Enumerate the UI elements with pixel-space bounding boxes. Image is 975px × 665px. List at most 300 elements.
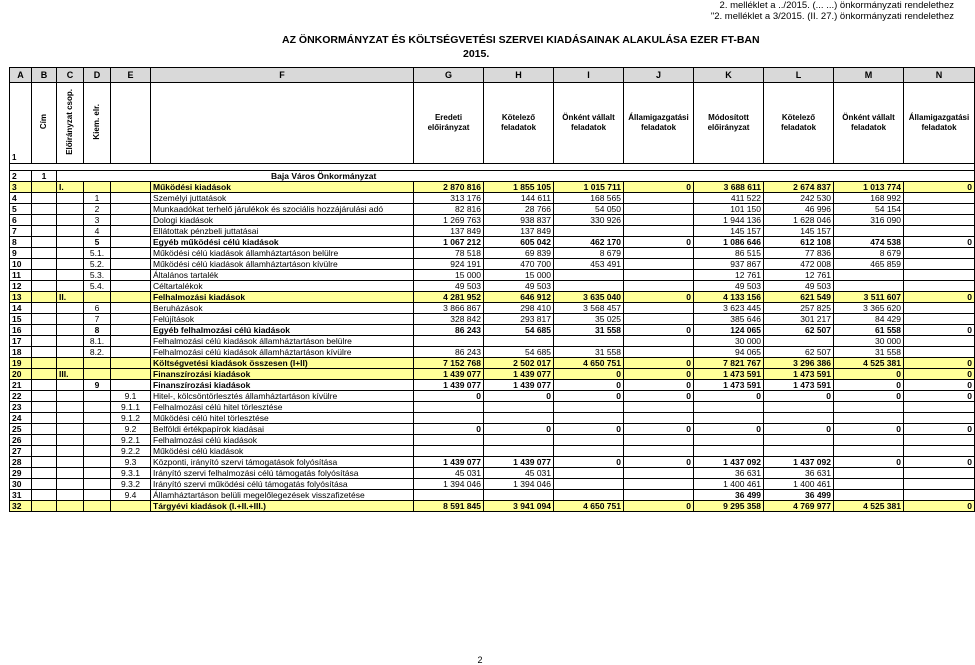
kiem-elr-cell: 9	[84, 380, 111, 391]
value-modositott: 1 086 646	[694, 237, 764, 248]
eloiranyzat-csop-cell	[57, 270, 84, 281]
item-name: Dologi kiadások	[151, 215, 414, 226]
eloiranyzat-csop-cell	[57, 402, 84, 413]
value-kotelezo-2: 1 628 046	[764, 215, 834, 226]
item-name: Ellátottak pénzbeli juttatásai	[151, 226, 414, 237]
value-allamigazgatasi-2	[904, 468, 975, 479]
value-kotelezo: 3 941 094	[484, 501, 554, 512]
value-kotelezo-2	[764, 402, 834, 413]
value-kotelezo-2: 145 157	[764, 226, 834, 237]
eloiranyzat-csop-cell	[57, 446, 84, 457]
sub-elr-cell: 9.3	[111, 457, 151, 468]
item-name: Általános tartalék	[151, 270, 414, 281]
value-allamigazgatasi-2	[904, 479, 975, 490]
table-row	[10, 358, 975, 369]
reference-line-2: "2. melléklet a 3/2015. (II. 27.) önkormányzati rendelethez	[710, 11, 954, 22]
eloiranyzat-csop-cell	[57, 468, 84, 479]
value-allamigazgatasi-2	[904, 303, 975, 314]
sub-elr-cell: 9.1.2	[111, 413, 151, 424]
value-onkent: 35 025	[554, 314, 624, 325]
value-kotelezo-2: 62 507	[764, 347, 834, 358]
item-name: Tárgyévi kiadások (I.+II.+III.)	[151, 501, 414, 512]
value-modositott	[694, 413, 764, 424]
cim-cell	[32, 391, 57, 402]
value-allamigazgatasi	[624, 490, 694, 501]
table-row	[10, 446, 975, 457]
table-row	[10, 402, 975, 413]
value-eredeti: 45 031	[414, 468, 484, 479]
item-name: Működési célú hitel törlesztése	[151, 413, 414, 424]
kiem-elr-cell	[84, 413, 111, 424]
eloiranyzat-csop-cell	[57, 380, 84, 391]
kiem-elr-cell: 8	[84, 325, 111, 336]
value-allamigazgatasi-2	[904, 336, 975, 347]
value-onkent-2: 61 558	[834, 325, 904, 336]
sub-elr-cell	[111, 303, 151, 314]
value-onkent-2	[834, 435, 904, 446]
cim-cell	[32, 292, 57, 303]
value-onkent-2: 30 000	[834, 336, 904, 347]
reference-header	[711, 0, 954, 22]
document-year: 2015.	[463, 48, 490, 60]
value-kotelezo-2: 3 296 386	[764, 358, 834, 369]
cim-cell: 1	[32, 171, 57, 182]
value-allamigazgatasi	[624, 226, 694, 237]
cim-cell	[32, 336, 57, 347]
cim-cell	[32, 479, 57, 490]
value-eredeti: 328 842	[414, 314, 484, 325]
value-eredeti	[414, 490, 484, 501]
sub-elr-cell: 9.4	[111, 490, 151, 501]
value-onkent	[554, 402, 624, 413]
cim-cell	[32, 182, 57, 193]
value-onkent-2: 1 013 774	[834, 182, 904, 193]
value-eredeti: 3 866 867	[414, 303, 484, 314]
page-number: 2	[477, 655, 483, 665]
col-letter: I	[554, 68, 624, 83]
eloiranyzat-csop-cell	[57, 490, 84, 501]
table-row	[10, 501, 975, 512]
value-modositott: 937 867	[694, 259, 764, 270]
value-kotelezo	[484, 413, 554, 424]
table-row	[10, 303, 975, 314]
table-row	[10, 237, 975, 248]
eloiranyzat-csop-cell: III.	[57, 369, 84, 380]
value-kotelezo: 45 031	[484, 468, 554, 479]
cim-cell	[32, 325, 57, 336]
value-allamigazgatasi: 0	[624, 237, 694, 248]
value-onkent: 0	[554, 391, 624, 402]
value-allamigazgatasi	[624, 248, 694, 259]
sub-elr-cell	[111, 204, 151, 215]
value-eredeti: 924 191	[414, 259, 484, 270]
value-kotelezo-2: 4 769 977	[764, 501, 834, 512]
value-kotelezo: 54 685	[484, 325, 554, 336]
table-row	[10, 479, 975, 490]
col-letter: K	[694, 68, 764, 83]
value-allamigazgatasi-2: 0	[904, 501, 975, 512]
row-number: 24	[10, 413, 32, 424]
sub-elr-cell: 9.1.1	[111, 402, 151, 413]
header-onkent-vallalt-2: Önként vállalt feladatok	[834, 83, 904, 164]
value-onkent-2: 0	[834, 424, 904, 435]
value-eredeti	[414, 336, 484, 347]
value-modositott: 1 944 136	[694, 215, 764, 226]
cim-cell	[32, 358, 57, 369]
value-kotelezo-2: 472 008	[764, 259, 834, 270]
eloiranyzat-csop-cell	[57, 193, 84, 204]
value-kotelezo: 15 000	[484, 270, 554, 281]
item-name: Finanszírozási kiadások	[151, 380, 414, 391]
row-number: 28	[10, 457, 32, 468]
value-allamigazgatasi-2	[904, 281, 975, 292]
value-kotelezo-2	[764, 446, 834, 457]
sub-elr-cell	[111, 215, 151, 226]
sub-elr-cell	[111, 380, 151, 391]
col-letter: G	[414, 68, 484, 83]
kiem-elr-cell	[84, 358, 111, 369]
value-kotelezo	[484, 336, 554, 347]
value-onkent	[554, 270, 624, 281]
value-modositott: 145 157	[694, 226, 764, 237]
value-allamigazgatasi-2	[904, 446, 975, 457]
col-letter: A	[10, 68, 32, 83]
value-eredeti: 1 439 077	[414, 369, 484, 380]
kiem-elr-cell	[84, 446, 111, 457]
kiem-elr-cell	[84, 468, 111, 479]
value-onkent: 0	[554, 457, 624, 468]
sub-elr-cell	[111, 336, 151, 347]
value-allamigazgatasi-2: 0	[904, 457, 975, 468]
value-kotelezo-2: 612 108	[764, 237, 834, 248]
row-number: 32	[10, 501, 32, 512]
value-kotelezo: 137 849	[484, 226, 554, 237]
value-allamigazgatasi: 0	[624, 501, 694, 512]
value-kotelezo	[484, 435, 554, 446]
sub-elr-cell	[111, 237, 151, 248]
cim-cell	[32, 468, 57, 479]
kiem-elr-cell	[84, 479, 111, 490]
item-name: Központi, irányító szervi támogatások folyósítása	[151, 457, 414, 468]
value-onkent: 330 926	[554, 215, 624, 226]
sub-elr-cell	[111, 193, 151, 204]
cim-cell	[32, 215, 57, 226]
row-number: 7	[10, 226, 32, 237]
kiem-elr-cell: 5.4.	[84, 281, 111, 292]
eloiranyzat-csop-cell	[57, 204, 84, 215]
value-kotelezo: 0	[484, 391, 554, 402]
cim-cell	[32, 380, 57, 391]
cim-cell	[32, 457, 57, 468]
value-allamigazgatasi	[624, 468, 694, 479]
kiem-elr-cell: 1	[84, 193, 111, 204]
value-kotelezo-2: 36 631	[764, 468, 834, 479]
value-eredeti: 78 518	[414, 248, 484, 259]
value-onkent-2: 465 859	[834, 259, 904, 270]
item-name: Működési célú kiadások államháztartáson kívülre	[151, 259, 414, 270]
value-modositott: 4 133 156	[694, 292, 764, 303]
value-modositott: 0	[694, 424, 764, 435]
value-kotelezo	[484, 446, 554, 457]
item-name: Felhalmozási kiadások	[151, 292, 414, 303]
value-onkent: 168 565	[554, 193, 624, 204]
table-row	[10, 490, 975, 501]
value-eredeti: 1 067 212	[414, 237, 484, 248]
sub-elr-cell: 9.3.2	[111, 479, 151, 490]
eloiranyzat-csop-cell	[57, 479, 84, 490]
item-name: Hitel-, kölcsöntörlesztés államháztartáson kívülre	[151, 391, 414, 402]
eloiranyzat-csop-cell	[57, 215, 84, 226]
value-kotelezo: 1 439 077	[484, 380, 554, 391]
value-kotelezo: 0	[484, 424, 554, 435]
value-eredeti: 82 816	[414, 204, 484, 215]
row-number: 4	[10, 193, 32, 204]
col-letter: C	[57, 68, 84, 83]
value-onkent: 4 650 751	[554, 501, 624, 512]
item-name: Államháztartáson belüli megelőlegezések visszafizetése	[151, 490, 414, 501]
value-kotelezo-2	[764, 336, 834, 347]
item-name: Személyi juttatások	[151, 193, 414, 204]
col-letter: M	[834, 68, 904, 83]
value-modositott: 1 400 461	[694, 479, 764, 490]
kiem-elr-cell	[84, 391, 111, 402]
value-modositott: 385 646	[694, 314, 764, 325]
header-eredeti-eloiranyzat: Eredeti előirányzat	[414, 83, 484, 164]
item-name: Belföldi értékpapírok kiadásai	[151, 424, 414, 435]
kiem-elr-cell	[84, 182, 111, 193]
row-number: 12	[10, 281, 32, 292]
value-kotelezo-2: 0	[764, 424, 834, 435]
value-allamigazgatasi	[624, 193, 694, 204]
sub-elr-cell: 9.3.1	[111, 468, 151, 479]
value-eredeti: 7 152 768	[414, 358, 484, 369]
eloiranyzat-csop-cell	[57, 358, 84, 369]
value-modositott: 12 761	[694, 270, 764, 281]
value-onkent: 3 635 040	[554, 292, 624, 303]
value-allamigazgatasi	[624, 215, 694, 226]
cim-cell	[32, 314, 57, 325]
value-allamigazgatasi-2	[904, 270, 975, 281]
table-row	[10, 336, 975, 347]
cim-cell	[32, 259, 57, 270]
value-allamigazgatasi-2	[904, 226, 975, 237]
value-kotelezo-2: 77 836	[764, 248, 834, 259]
sub-elr-cell	[111, 270, 151, 281]
item-name: Felhalmozási célú hitel törlesztése	[151, 402, 414, 413]
document-title: AZ ÖNKORMÁNYZAT ÉS KÖLTSÉGVETÉSI SZERVEI KIADÁSAINAK ALAKULÁSA EZER FT-BAN	[282, 34, 760, 46]
value-allamigazgatasi	[624, 479, 694, 490]
header-eloiranyzat-csop: Előirányzat csop.	[57, 83, 84, 164]
value-onkent-2	[834, 270, 904, 281]
cim-cell	[32, 435, 57, 446]
value-onkent-2	[834, 226, 904, 237]
value-allamigazgatasi-2: 0	[904, 292, 975, 303]
col-letter: F	[151, 68, 414, 83]
table-row	[10, 435, 975, 446]
row-number: 19	[10, 358, 32, 369]
value-onkent-2: 31 558	[834, 347, 904, 358]
value-kotelezo: 1 855 105	[484, 182, 554, 193]
table-row	[10, 457, 975, 468]
value-allamigazgatasi-2	[904, 248, 975, 259]
eloiranyzat-csop-cell	[57, 424, 84, 435]
value-onkent-2: 168 992	[834, 193, 904, 204]
kiem-elr-cell: 7	[84, 314, 111, 325]
value-allamigazgatasi: 0	[624, 358, 694, 369]
value-modositott: 36 499	[694, 490, 764, 501]
value-onkent-2: 316 090	[834, 215, 904, 226]
value-eredeti: 0	[414, 424, 484, 435]
kiem-elr-cell: 8.1.	[84, 336, 111, 347]
value-allamigazgatasi	[624, 413, 694, 424]
eloiranyzat-csop-cell	[57, 303, 84, 314]
value-allamigazgatasi-2: 0	[904, 237, 975, 248]
row-number: 13	[10, 292, 32, 303]
value-onkent: 8 679	[554, 248, 624, 259]
sub-elr-cell	[111, 259, 151, 270]
row-number: 15	[10, 314, 32, 325]
value-onkent: 1 015 711	[554, 182, 624, 193]
value-kotelezo	[484, 490, 554, 501]
row-number: 18	[10, 347, 32, 358]
value-onkent: 453 491	[554, 259, 624, 270]
value-allamigazgatasi	[624, 336, 694, 347]
value-onkent-2: 474 538	[834, 237, 904, 248]
item-name: Irányító szervi működési célú támogatás folyósítása	[151, 479, 414, 490]
value-kotelezo: 646 912	[484, 292, 554, 303]
sub-elr-cell: 9.2.2	[111, 446, 151, 457]
kiem-elr-cell	[84, 490, 111, 501]
cim-cell	[32, 237, 57, 248]
value-kotelezo-2: 621 549	[764, 292, 834, 303]
value-onkent	[554, 468, 624, 479]
header-onkent-vallalt: Önként vállalt feladatok	[554, 83, 624, 164]
value-kotelezo-2: 49 503	[764, 281, 834, 292]
kiem-elr-cell: 5.1.	[84, 248, 111, 259]
value-allamigazgatasi-2	[904, 259, 975, 270]
value-eredeti	[414, 413, 484, 424]
value-eredeti: 0	[414, 391, 484, 402]
value-eredeti: 86 243	[414, 347, 484, 358]
value-modositott: 30 000	[694, 336, 764, 347]
value-onkent-2: 0	[834, 369, 904, 380]
cim-cell	[32, 402, 57, 413]
value-onkent-2	[834, 281, 904, 292]
value-kotelezo-2: 242 530	[764, 193, 834, 204]
row-number: 31	[10, 490, 32, 501]
table-row	[10, 380, 975, 391]
value-kotelezo: 293 817	[484, 314, 554, 325]
eloiranyzat-csop-cell	[57, 413, 84, 424]
kiem-elr-cell	[84, 435, 111, 446]
value-modositott	[694, 402, 764, 413]
table-row	[10, 391, 975, 402]
row-number: 21	[10, 380, 32, 391]
header-kotelezo-feladatok: Kötelező feladatok	[484, 83, 554, 164]
value-kotelezo: 69 839	[484, 248, 554, 259]
value-allamigazgatasi: 0	[624, 380, 694, 391]
value-allamigazgatasi	[624, 347, 694, 358]
value-eredeti: 1 439 077	[414, 380, 484, 391]
value-kotelezo: 54 685	[484, 347, 554, 358]
cim-cell	[32, 248, 57, 259]
kiem-elr-cell	[84, 424, 111, 435]
value-onkent: 54 050	[554, 204, 624, 215]
value-modositott: 1 473 591	[694, 369, 764, 380]
item-name: Finanszírozási kiadások	[151, 369, 414, 380]
value-kotelezo-2: 1 400 461	[764, 479, 834, 490]
value-allamigazgatasi-2	[904, 193, 975, 204]
kiem-elr-cell: 8.2.	[84, 347, 111, 358]
value-allamigazgatasi: 0	[624, 325, 694, 336]
kiem-elr-cell	[84, 369, 111, 380]
value-kotelezo: 1 439 077	[484, 457, 554, 468]
value-modositott: 1 437 092	[694, 457, 764, 468]
sub-elr-cell	[111, 358, 151, 369]
value-allamigazgatasi	[624, 259, 694, 270]
value-eredeti: 313 176	[414, 193, 484, 204]
value-onkent-2	[834, 413, 904, 424]
value-allamigazgatasi	[624, 446, 694, 457]
sub-elr-cell: 9.2.1	[111, 435, 151, 446]
table-row	[10, 314, 975, 325]
cim-cell	[32, 204, 57, 215]
sub-elr-cell	[111, 292, 151, 303]
row-number: 22	[10, 391, 32, 402]
eloiranyzat-csop-cell	[57, 226, 84, 237]
row-number: 8	[10, 237, 32, 248]
value-kotelezo-2	[764, 413, 834, 424]
kiem-elr-cell: 6	[84, 303, 111, 314]
value-allamigazgatasi-2	[904, 347, 975, 358]
kiem-elr-cell	[84, 501, 111, 512]
value-allamigazgatasi-2	[904, 413, 975, 424]
value-modositott: 94 065	[694, 347, 764, 358]
value-kotelezo-2: 62 507	[764, 325, 834, 336]
value-modositott: 124 065	[694, 325, 764, 336]
value-eredeti: 8 591 845	[414, 501, 484, 512]
value-onkent-2: 3 365 620	[834, 303, 904, 314]
value-modositott: 0	[694, 391, 764, 402]
value-kotelezo-2: 12 761	[764, 270, 834, 281]
value-allamigazgatasi	[624, 204, 694, 215]
eloiranyzat-csop-cell	[57, 325, 84, 336]
sub-elr-cell	[111, 248, 151, 259]
row-number: 26	[10, 435, 32, 446]
table-row	[10, 281, 975, 292]
value-allamigazgatasi-2	[904, 402, 975, 413]
reference-line-1: 2. melléklet a ../2015. (... ...) önkormányzati rendelethez	[719, 0, 954, 11]
row-number: 25	[10, 424, 32, 435]
value-onkent-2: 4 525 381	[834, 501, 904, 512]
value-onkent: 0	[554, 380, 624, 391]
sub-elr-cell: 9.2	[111, 424, 151, 435]
value-kotelezo-2: 36 499	[764, 490, 834, 501]
value-onkent-2: 54 154	[834, 204, 904, 215]
value-onkent-2: 3 511 607	[834, 292, 904, 303]
value-kotelezo: 28 766	[484, 204, 554, 215]
kiem-elr-cell	[84, 292, 111, 303]
value-onkent-2: 0	[834, 457, 904, 468]
row-number: 14	[10, 303, 32, 314]
sub-elr-cell	[111, 347, 151, 358]
row-number: 30	[10, 479, 32, 490]
value-onkent: 462 170	[554, 237, 624, 248]
value-onkent-2: 84 429	[834, 314, 904, 325]
value-onkent-2	[834, 490, 904, 501]
sub-elr-cell	[111, 501, 151, 512]
value-kotelezo-2: 2 674 837	[764, 182, 834, 193]
